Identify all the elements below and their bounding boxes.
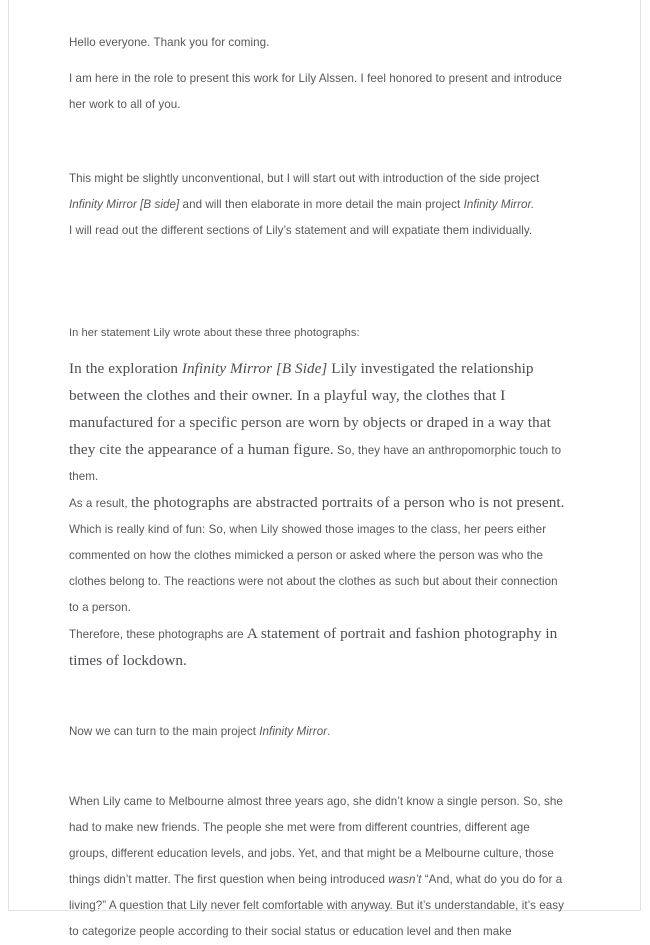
emphasis-wasnt: wasn’t [388,873,422,886]
text-run: When Lily came to Melbourne almost three years ago, she didn’t know a single person. So, she had to make new friends. The people she met were from different countries, different age groups, different education levels, and jobs. Yet, and that might be a Melbourne culture, those things didn’t matter. The first question when being introduced [69,795,563,886]
text-run: and will then elaborate in more detail the main project [179,198,464,211]
quote-text: In the exploration [69,360,182,377]
commentary-text: Therefore, these photographs are [69,628,247,641]
project-title-b-side-quoted: Infinity Mirror [B Side] [181,360,328,377]
quote-text: A statement of portrait and fashion photography in times of lockdown. [69,625,558,669]
paragraph-turn-to-main [69,719,569,745]
paragraph-read-out: I will read out the different sections of Lily’s statement and will expatiate them individually. [69,224,533,237]
paragraph-therefore [69,621,569,675]
paragraph-result [69,490,569,517]
spacer [69,745,569,789]
spacer [69,244,569,288]
text-run: “And, what do you do for a living?” A question that Lily never felt comfortable with anyway. But it’s understandable, it’s easy to categorize people according to their social status or education level and then make [69,873,564,938]
text-run: Now we can turn to the main project [69,725,260,738]
commentary-text: As a result, [69,497,131,510]
project-title-infinity-mirror: Infinity Mirror. [463,198,535,211]
spacer [69,675,569,719]
paragraph-intro: I am here in the role to present this work for Lily Alssen. I feel honored to present and introduce her work to all of you. [69,72,562,111]
text-run: . [327,725,331,738]
paragraph-greeting: Hello everyone. Thank you for coming. [69,36,270,49]
spacer [69,118,569,166]
project-title-b-side: Infinity Mirror [B side] [69,198,180,211]
quote-text: the photographs are abstracted portraits of a person who is not present. [130,494,565,511]
project-title-infinity-mirror-main: Infinity Mirror [259,725,328,738]
paragraph-quote-exploration [69,356,569,490]
spacer [69,288,569,320]
spacer [69,346,569,356]
document-page [8,0,641,938]
spacer [69,56,569,66]
paragraph-melbourne [69,789,569,945]
paragraph-commentary-reactions: Which is really kind of fun: So, when Lily showed those images to the class, her peers either commented on how the clothes mimicked a person or asked where the person was who the clothes belong to. The reactions were not about the clothes as such but about their connection to a person. [69,523,558,614]
commentary-text: So, they have an anthropomorphic touch to them. [69,444,562,483]
paragraph-statement-lead: In her statement Lily wrote about these three photographs: [69,327,360,339]
quote-text: Lily investigated the relationship between the clothes and their owner. In a playful way, the clothes that I manufactured for a specific person are worn by objects or draped in a way that they cite the appearance of a human figure. [69,360,551,458]
document-content [69,30,569,945]
paragraph-unconventional [69,166,569,218]
text-run: This might be slightly unconventional, but I will start out with introduction of the side project [69,172,540,185]
